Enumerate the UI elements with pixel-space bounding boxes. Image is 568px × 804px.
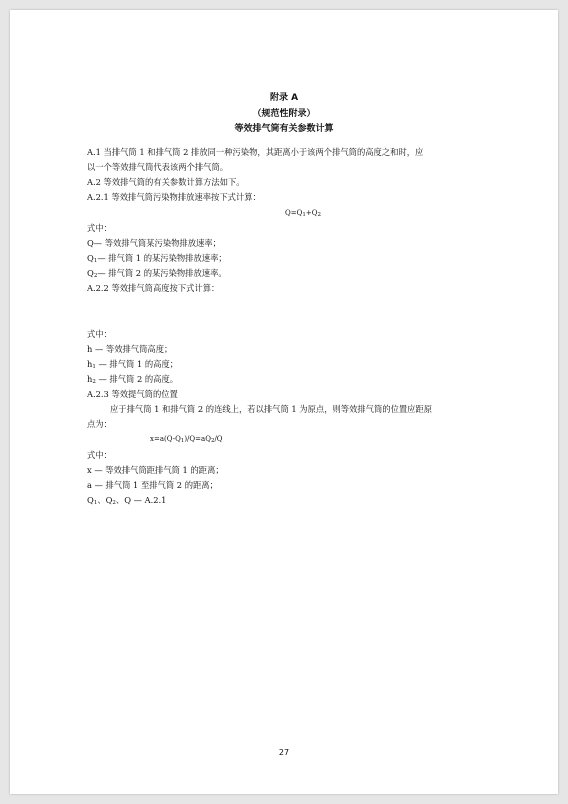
symbol-subscript: 1: [93, 500, 98, 506]
clause-a21: A.2.1 等效排气筒污染物排放速率按下式计算：: [87, 192, 261, 202]
formula-part: x=a(Q-Q: [150, 435, 181, 443]
definition-text: 、Q — A.2.1: [115, 495, 167, 505]
where-label-1: 式中：: [87, 223, 112, 233]
definition-text: — 排气筒 2 的某污染物排放速率。: [97, 268, 227, 278]
symbol-subscript: 2: [112, 500, 116, 506]
definition-q-reference: [87, 495, 166, 509]
symbol: h: [87, 359, 93, 369]
definition-h1: [87, 359, 178, 373]
definition-text: — 排气筒 1 的某污染物排放速率；: [97, 253, 227, 263]
definition-q1: [87, 253, 227, 267]
definition-h2: [87, 374, 178, 388]
formula-subscript: 2: [210, 438, 215, 444]
symbol-subscript: 2: [92, 379, 96, 385]
clause-a22: A.2.2 等效排气筒高度按下式计算：: [87, 283, 220, 293]
formula-subscript: 1: [180, 438, 185, 444]
symbol-subscript: 1: [93, 258, 98, 264]
formula-part: )/Q=aQ: [184, 435, 211, 443]
formula-subscript: 2: [317, 212, 321, 218]
where-label-2: 式中：: [87, 329, 112, 339]
formula-position: [150, 434, 223, 447]
definition-text: — 排气筒 1 的高度；: [95, 359, 179, 369]
document-page: [10, 10, 558, 794]
clause-a23: A.2.3 等效提气筒的位置: [87, 389, 178, 399]
where-label-3: 式中：: [87, 450, 112, 460]
definition-q2: [87, 268, 227, 282]
clause-a23-paragraph-line2: 点为：: [87, 419, 112, 429]
symbol: Q: [87, 495, 94, 505]
clause-a1-line1: A.1 当排气筒 1 和排气筒 2 排放同一种污染物，其距离小于该两个排气筒的高度之和时，应: [87, 147, 424, 157]
definition-x: x — 等效排气筒距排气筒 1 的距离；: [87, 465, 224, 475]
clause-a23-paragraph-line1: 应于排气筒 1 和排气筒 2 的连线上，若以排气筒 1 为原点，则等效排气筒的位置应距原: [110, 404, 433, 414]
formula-subscript: 1: [302, 212, 306, 218]
appendix-title: 附录 A: [269, 93, 299, 103]
formula-part: /Q: [214, 435, 223, 443]
formula-part: +Q: [305, 209, 318, 217]
symbol-subscript: 2: [93, 273, 98, 279]
symbol: h: [87, 374, 93, 384]
definition-h: h — 等效排气筒高度；: [87, 344, 173, 354]
appendix-type: （规范性附录）: [252, 109, 316, 119]
clause-a2: A.2 等效排气筒的有关参数计算方法如下。: [87, 177, 245, 187]
symbol: Q: [87, 268, 94, 278]
section-title: 等效排气筒有关参数计算: [234, 124, 334, 134]
clause-a1-line2: 以一个等效排气筒代表该两个排气筒。: [87, 162, 229, 172]
definition-a: a — 排气筒 1 至排气筒 2 的距离；: [87, 480, 218, 490]
symbol-subscript: 1: [92, 364, 96, 370]
symbol: 、Q: [97, 495, 113, 505]
definition-text: — 排气筒 2 的高度。: [95, 374, 179, 384]
page-number: 27: [278, 748, 290, 757]
formula-emission-rate: [285, 208, 321, 221]
symbol: Q: [87, 253, 94, 263]
formula-part: Q=Q: [285, 209, 303, 217]
definition-q: Q— 等效排气筒某污染物排放速率；: [87, 238, 221, 248]
